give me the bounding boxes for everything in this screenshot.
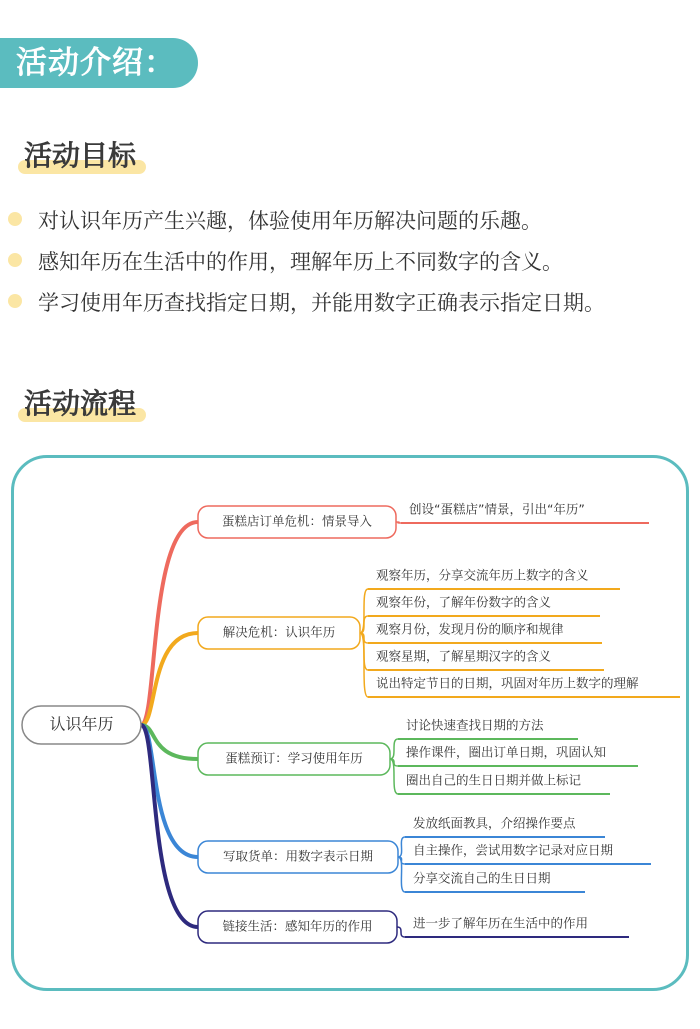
branch-label: 写取货单：用数字表示日期 bbox=[222, 848, 374, 864]
leaf-label: 圈出自己的生日日期并做上标记 bbox=[406, 772, 582, 788]
leaf-connector bbox=[398, 837, 405, 857]
leaf-label: 分享交流自己的生日日期 bbox=[413, 870, 551, 886]
goal-text: 对认识年历产生兴趣，体验使用年历解决问题的乐趣。 bbox=[38, 209, 542, 233]
leaf-label: 说出特定节日的日期，巩固对年历上数字的理解 bbox=[376, 675, 639, 691]
branch-connector bbox=[141, 522, 198, 725]
leaf-connector bbox=[398, 857, 405, 892]
process-heading-text: 活动流程 bbox=[24, 387, 137, 420]
leaf-label: 观察年历，分享交流年历上数字的含义 bbox=[376, 567, 589, 583]
leaf-label: 创设“蛋糕店”情景，引出“年历” bbox=[409, 501, 585, 517]
leaf-label: 发放纸面教具，介绍操作要点 bbox=[413, 815, 576, 831]
branch-label: 蛋糕店订单危机：情景导入 bbox=[221, 513, 373, 529]
leaf-label: 进一步了解年历在生活中的作用 bbox=[413, 915, 589, 931]
goal-text: 学习使用年历查找指定日期，并能用数字正确表示指定日期。 bbox=[38, 291, 605, 315]
goals-heading bbox=[24, 134, 136, 174]
root-node-label: 认识年历 bbox=[49, 714, 114, 734]
leaf-label: 观察年份，了解年份数字的含义 bbox=[376, 594, 552, 610]
leaf-connector bbox=[390, 759, 398, 794]
page-title: 活动介绍： bbox=[0, 38, 198, 88]
leaf-label: 观察月份，发现月份的顺序和规律 bbox=[376, 621, 564, 637]
leaf-connector bbox=[397, 927, 405, 937]
leaf-label: 观察星期，了解星期汉字的含义 bbox=[376, 648, 552, 664]
leaf-label: 操作课件，圈出订单日期，巩固认知 bbox=[406, 744, 607, 760]
goals-heading-text: 活动目标 bbox=[24, 139, 137, 172]
branch-label: 蛋糕预订：学习使用年历 bbox=[225, 750, 363, 766]
leaf-connector bbox=[390, 739, 398, 759]
leaf-label: 讨论快速查找日期的方法 bbox=[406, 717, 544, 733]
goal-text: 感知年历在生活中的作用，理解年历上不同数字的含义。 bbox=[38, 250, 563, 274]
leaf-connector bbox=[360, 616, 368, 633]
process-heading bbox=[24, 382, 136, 422]
branch-label: 链接生活：感知年历的作用 bbox=[222, 918, 373, 934]
leaf-label: 自主操作，尝试用数字记录对应日期 bbox=[413, 842, 614, 858]
branch-label: 解决危机：认识年历 bbox=[222, 624, 336, 640]
